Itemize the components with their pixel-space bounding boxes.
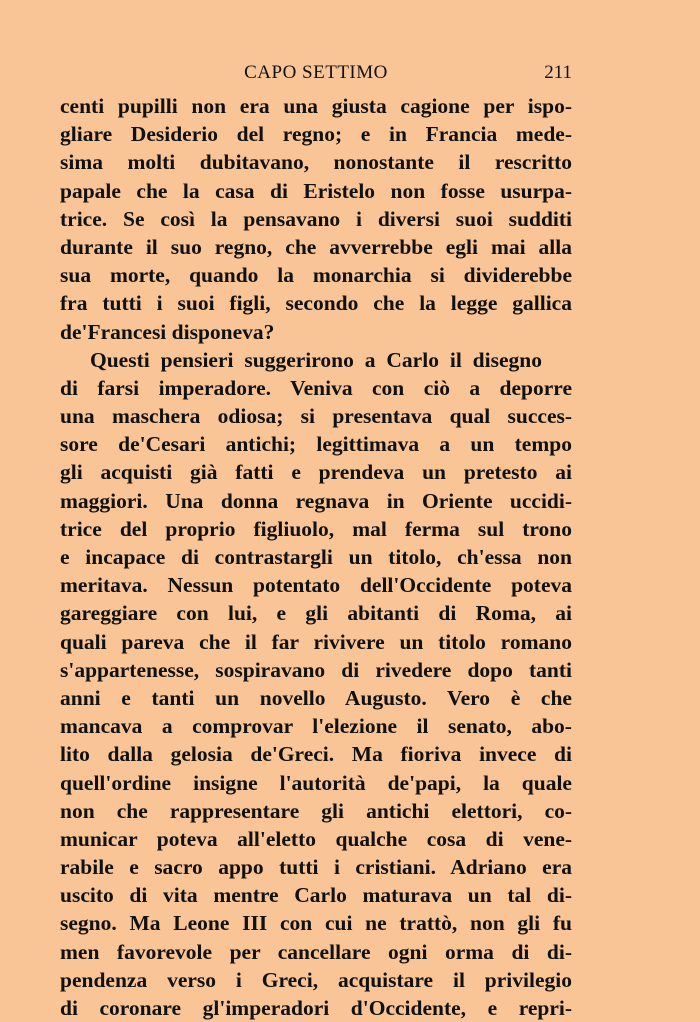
- text-line: quali pareva che il far rivivere un titolo romano: [60, 629, 572, 654]
- text-line: trice del proprio figliuolo, mal ferma sul trono: [60, 516, 573, 541]
- text-line: quell'ordine insigne l'autorità de'papi, la quale: [60, 770, 572, 795]
- text-line: gliare Desiderio del regno; e in Francia mede-: [60, 122, 572, 147]
- text-line: meritava. Nessun potentato dell'Occidente poteva: [60, 573, 572, 598]
- text-line: papale che la casa di Eristelo non fosse usurpa-: [60, 178, 573, 203]
- text-line: de'Francesi disponeva?: [60, 319, 275, 344]
- body-text: [60, 92, 572, 1022]
- text-line: sima molti dubitavano, nonostante il rescritto: [60, 150, 573, 175]
- page-number: 211: [544, 62, 572, 83]
- text-line: di farsi imperadore. Veniva con ciò a deporre: [60, 375, 573, 400]
- text-line: s'appartenesse, sospiravano di rivedere dopo tanti: [60, 657, 572, 682]
- text-line: maggiori. Una donna regnava in Oriente uccidi-: [60, 488, 573, 513]
- chapter-title: CAPO SETTIMO: [244, 62, 388, 83]
- text-line: anni e tanti un novello Augusto. Vero è che: [60, 685, 572, 710]
- text-line: di coronare gl'imperadori d'Occidente, e repri-: [60, 996, 573, 1020]
- text-line: segno. Ma Leone III con cui ne trattò, non gli fu: [60, 911, 572, 936]
- text-line: trice. Se così la pensavano i diversi suoi sudditi: [60, 206, 573, 231]
- text-line: men favorevole per cancellare ogni orma di di-: [60, 939, 572, 964]
- running-head: [60, 62, 572, 88]
- text-line: gareggiare con lui, e gli abitanti di Roma, ai: [60, 601, 572, 626]
- text-line: non che rappresentare gli antichi elettori, co-: [60, 798, 573, 823]
- text-line: sua morte, quando la monarchia si dividerebbe: [60, 263, 572, 288]
- text-line: uscito di vita mentre Carlo maturava un tal di-: [60, 883, 572, 908]
- text-line: una maschera odiosa; si presentava qual succes-: [60, 404, 573, 429]
- text-line: pendenza verso i Greci, acquistare il privilegio: [60, 967, 572, 992]
- text-line: municar poteva all'eletto qualche cosa di vene-: [60, 826, 573, 851]
- text-line: e incapace di contrastargli un titolo, ch'essa non: [60, 545, 573, 569]
- text-line: lito dalla gelosia de'Greci. Ma fioriva invece di: [60, 742, 572, 767]
- text-line: rabile e sacro appo tutti i cristiani. Adriano era: [60, 855, 573, 880]
- text-line: sore de'Cesari antichi; legittimava a un tempo: [60, 432, 572, 457]
- text-line: fra tutti i suoi figli, secondo che la legge gallica: [60, 291, 572, 316]
- text-line: Questi pensieri suggerirono a Carlo il disegno: [90, 347, 542, 372]
- text-line: mancava a comprovar l'elezione il senato, abo-: [60, 714, 572, 739]
- text-line: centi pupilli non era una giusta cagione per ispo-: [60, 94, 572, 118]
- text-line: durante il suo regno, che avverrebbe egli mai alla: [60, 234, 572, 259]
- text-line: gli acquisti già fatti e prendeva un pretesto ai: [60, 460, 572, 485]
